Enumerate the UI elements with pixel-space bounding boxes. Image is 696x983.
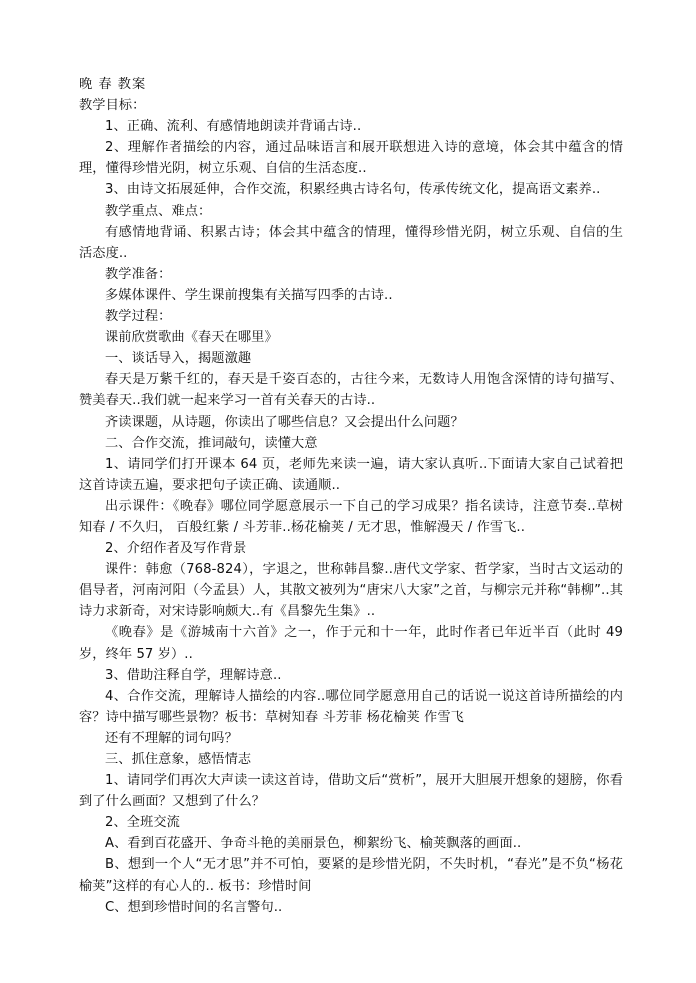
process-heading: 教学过程： [105,309,172,325]
author-text: 课件：韩愈（768-824），字退之，世称韩昌黎..唐代文学家、哲学家，当时古文运动的倡导者，河南河阳（今孟县）人，其散文被列为“唐宋八大家”之首，与柳宗元并称“韩柳”..其诗力求新奇，对宋诗影响颇大..有《昌黎先生集》.. [79,562,623,620]
prep-text: 多媒体课件、学生课前搜集有关描写四季的古诗.. [105,287,393,303]
step-3-2: 2、全班交流 [105,815,180,831]
focus-heading: 教学重点、难点： [105,203,212,219]
goal-3: 3、由诗文拓展延伸，合作交流，积累经典古诗名句，传承传统文化，提高语文素养.. [105,182,601,198]
step-2-1: 1、请同学们打开课本 64 页，老师先来读一遍，请大家认真听..下面请大家自己试着把这首诗读五遍，要求把句子读正确、读通顺.. [79,456,623,493]
step-3-b: B、想到一个人“无才思”并不可怕，要紧的是珍惜光阴，不失时机，“春光”是不负“杨花榆荚”这样的有心人的.. 板书：珍惜时间 [79,857,623,894]
step-3-1: 1、请同学们再次大声读一读这首诗，借助文后“赏析”，展开大胆展开想象的翅膀，你看到了什么画面？又想到了什么？ [79,773,623,810]
step-2-4: 4、合作交流，理解诗人描绘的内容..哪位同学愿意用自己的话说一说这首诗所描绘的内容？诗中描写哪些景物？板书：草树知春 斗芳菲 杨花榆荚 作雪飞 [79,688,623,725]
section-2-heading: 二、合作交流，推词敲句，读懂大意 [105,435,318,451]
step-3-c: C、想到珍惜时间的名言警句.. [105,899,283,915]
prep-heading: 教学准备： [105,266,172,282]
step-2-2: 2、介绍作者及写作背景 [105,541,247,557]
step-2-5: 还有不理解的词句吗？ [105,730,238,746]
step-2-3: 3、借助注释自学，理解诗意.. [105,667,282,683]
goal-2: 2、理解作者描绘的内容，通过品味语言和展开联想进入诗的意境，体会其中蕴含的情理，懂得珍惜光阴，树立乐观、自信的生活态度.. [79,140,623,177]
section-3-heading: 三、抓住意象，感悟情志 [105,752,252,767]
step-2-1b: 出示课件：《晚春》哪位同学愿意展示一下自己的学习成果？指名读诗，注意节奏..草树知春 / 不久归， 百般红紫 / 斗芳菲..杨花榆荚 / 无才思，惟解漫天 / 作雪飞.. [79,498,623,535]
document-body [79,74,623,918]
section-1-heading: 一、谈话导入，揭题激趣 [105,351,252,367]
document-title: 晚 春 教案 [79,77,147,92]
step-3-a: A、看到百花盛开、争奇斗艳的美丽景色，柳絮纷飞、榆荚飘落的画面.. [105,836,522,852]
goal-1: 1、正确、流利、有感情地朗读并背诵古诗.. [105,119,362,135]
goals-heading: 教学目标： [79,98,146,114]
focus-text: 有感情地背诵、积累古诗；体会其中蕴含的情理，懂得珍惜光阴，树立乐观、自信的生活态度.. [79,224,623,261]
intro-text: 春天是万紫千红的，春天是千姿百态的，古往今来，无数诗人用饱含深情的诗句描写、赞美春天..我们就一起来学习一首有关春天的古诗.. [79,372,623,409]
pre-class-text: 课前欣赏歌曲《春天在哪里》 [105,330,278,346]
poem-text: 《晚春》是《游城南十六首》之一，作于元和十一年，此时作者已年近半百（此时 49 岁，终年 57 岁）.. [79,625,623,662]
show-topic-text: 齐读课题，从诗题，你读出了哪些信息？又会提出什么问题？ [105,414,464,430]
